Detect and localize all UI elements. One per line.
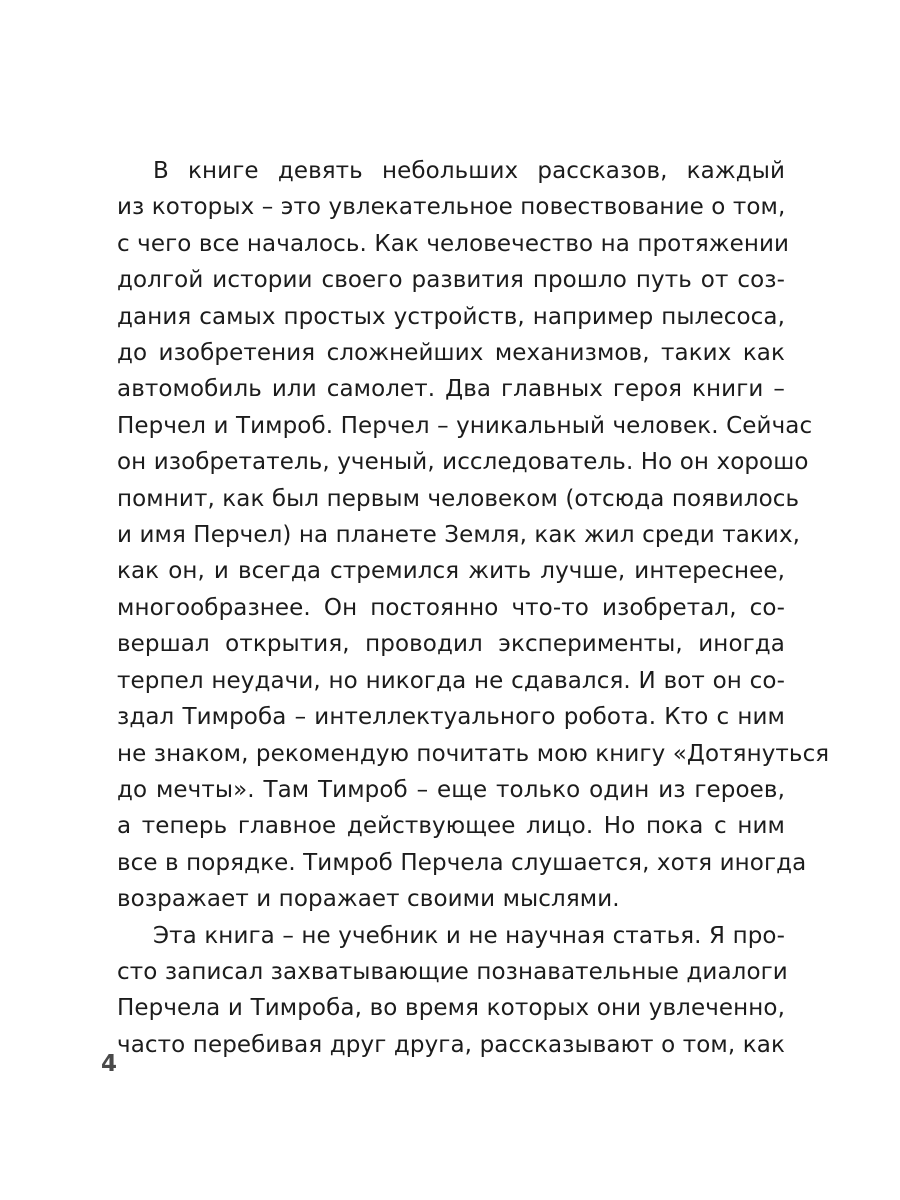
text-line: дания самых простых устройств, например пылесоса, xyxy=(117,303,785,330)
paragraph-1 xyxy=(117,153,830,918)
text-line: вершал открытия, проводил эксперименты, иногда xyxy=(117,631,785,658)
text-line: Перчел и Тимроб. Перчел – уникальный человек. Сейчас xyxy=(117,412,813,439)
text-line: многообразнее. Он постоянно что-то изобретал, со- xyxy=(117,594,785,621)
text-line: он изобретатель, ученый, исследователь. Но он хорошо xyxy=(117,449,809,476)
text-line: из которых – это увлекательное повествование о том, xyxy=(117,194,786,221)
text-line: сто записал захватывающие познавательные диалоги xyxy=(117,958,788,985)
text-line: здал Тимроба – интеллектуального робота. Кто с ним xyxy=(117,704,785,731)
text-line: до изобретения сложнейших механизмов, таких как xyxy=(117,340,785,367)
page-number: 4 xyxy=(101,1051,118,1077)
text-line: возражает и поражает своими мыслями. xyxy=(117,886,620,913)
text-line: долгой истории своего развития прошло путь от соз- xyxy=(117,267,785,294)
paragraph-2 xyxy=(117,918,788,1064)
text-line: все в порядке. Тимроб Перчела слушается, хотя иногда xyxy=(117,849,807,876)
text-line: до мечты». Там Тимроб – еще только один из героев, xyxy=(117,776,785,803)
text-line: Перчела и Тимроба, во время которых они увлеченно, xyxy=(117,995,785,1022)
text-line: автомобиль или самолет. Два главных героя книги – xyxy=(117,376,785,403)
text-line: как он, и всегда стремился жить лучше, интереснее, xyxy=(117,558,785,585)
text-line: В книге девять небольших рассказов, каждый xyxy=(153,158,785,184)
text-line: часто перебивая друг друга, рассказывают о том, как xyxy=(117,1031,785,1058)
text-line: Эта книга – не учебник и не научная статья. Я про- xyxy=(153,922,785,949)
text-line: а теперь главное действующее лицо. Но пока с ним xyxy=(117,813,785,840)
text-line: с чего все началось. Как человечество на протяжении xyxy=(117,230,790,257)
body-text xyxy=(117,153,830,1063)
text-line: не знаком, рекомендую почитать мою книгу «Дотянуться xyxy=(117,740,830,767)
text-line: терпел неудачи, но никогда не сдавался. И вот он со- xyxy=(117,667,785,694)
text-line: и имя Перчел) на планете Земля, как жил среди таких, xyxy=(117,522,801,549)
text-line: помнит, как был первым человеком (отсюда появилось xyxy=(117,485,800,512)
